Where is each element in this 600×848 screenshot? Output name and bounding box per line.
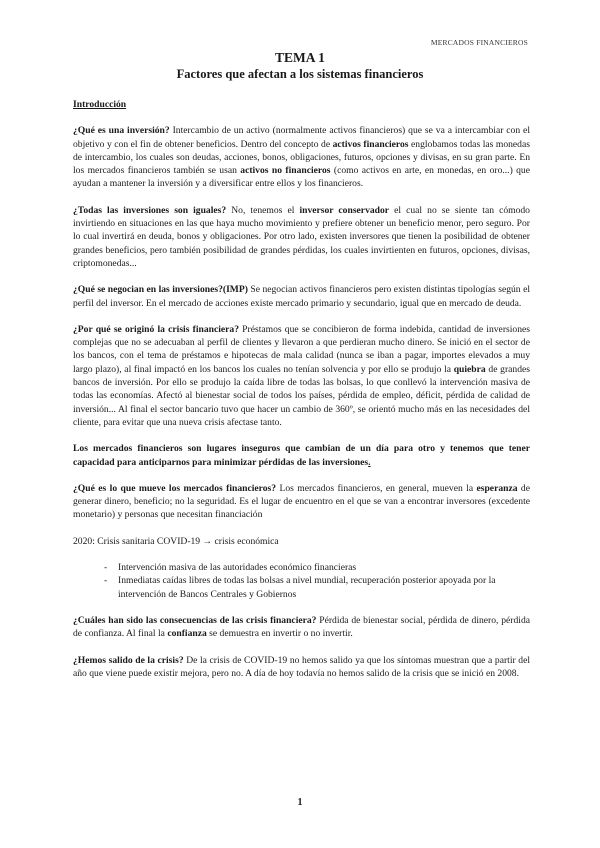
list-item: - Intervención masiva de las autoridades económico financieras	[104, 561, 530, 574]
term: activos no financieros	[240, 165, 331, 177]
text: Los mercados financieros son lugares inseguros que cambian de un día para otro y tenemos que tener capacidad para anticiparnos para minimizar pérdidas de las inversiones	[73, 443, 530, 468]
text: Pérdida de bienestar social, pérdida de dinero, pérdida de confianza. Al final la	[73, 614, 530, 640]
paragraph-crisis-financiera	[73, 323, 530, 429]
covid-list	[73, 561, 530, 601]
text: de grandes bancos de inversión. Por ello se produjo la caída libre de todas las bolsas, lo que conllevó la intervención masiva de todas las economías. Afectó al bienestar social de todos los países, pérdida de empleo, déficit, pérdida de calidad de inversión... Al final el sector bancario tuvo que hacer un cambio de 360º, se orientó mucho más en las necesidades del cliente, para evitar que una nueva crisis afectase tanto.	[73, 363, 530, 428]
text: Los mercados financieros, en general, mueven la	[276, 482, 477, 494]
term: inversor conservador	[299, 204, 390, 216]
paragraph-hemos-salido	[73, 654, 530, 681]
paragraph-consecuencias	[73, 614, 530, 641]
term: esperanza	[476, 482, 518, 494]
paragraph-que-se-negocian	[73, 283, 530, 310]
page-subtitle: Factores que afectan a los sistemas financieros	[176, 67, 424, 81]
text: englobamos todas las monedas de intercambio, los cuales son deudas, acciones, bonos, obligaciones, futuros, opciones y divisas, en su gran parte. En los mercados financieros también se usan	[73, 138, 530, 177]
page-title: TEMA 1	[275, 50, 325, 65]
text: .	[368, 456, 371, 468]
question: ¿Cuáles han sido las consecuencias de las crisis financiera?	[73, 614, 317, 626]
text: de generar dinero, beneficio; no la seguridad. Es el lugar de encuentro en el que se van a encontrar inversores (excedente monetario) y personas que necesitan financiación	[73, 482, 530, 521]
page-number: 1	[297, 797, 303, 808]
text: Intercambio de un activo (normalmente activos financieros) que se va a intercambiar con el objetivo y con el fin de obtener beneficios. Dentro del concepto de	[73, 125, 530, 150]
question: ¿Todas las inversiones son iguales?	[73, 204, 227, 216]
question: ¿Hemos salido de la crisis?	[73, 654, 184, 666]
text: No, tenemos el	[226, 204, 300, 216]
paragraph-todas-inversiones	[73, 204, 530, 270]
text: se demuestra en invertir o no invertir.	[206, 628, 353, 640]
text: (como activos en arte, en monedas, en oro...) que ayudan a mantener la inversión y a diversificar entre ellos y los financieros.	[73, 165, 530, 190]
paragraph-key-statement	[73, 442, 530, 469]
document-body	[73, 98, 530, 693]
text: el cual no se siente tan cómodo invirtiendo en situaciones en las que haya mucho movimiento y prefiere obtener un beneficio menor, pero seguro. Por lo cual invertirá en deuda, bonos y obligaciones. Por otro lado, existen inversores que tienen la posibilidad de obtener grandes beneficios, pero también posibilidad de grandes pérdidas, los cuales invirtienten en futuros, opciones, divisas, criptomonedas...	[73, 204, 530, 269]
covid-line: 2020: Crisis sanitaria COVID-19 → crisis económica	[73, 535, 279, 547]
text: Préstamos que se concibieron de forma indebida, cantidad de inversiones complejas que no se adecuaban al perfil de clientes y llevaron a que perdieran mucho dinero. Se inició en el sector de los bancos, con el tema de préstamos e hipotecas de mala calidad (nunca se iban a pagar, importes elevados a muy largo plazo), al final impactó en los bancos los cuales no tenían solvencia y por ello se produjo la	[73, 323, 530, 375]
question: ¿Qué es una inversión?	[73, 125, 170, 137]
question: ¿Qué se negocian en las inversiones?(IMP)	[73, 284, 248, 296]
paragraph-que-es-inversion	[73, 124, 530, 190]
section-heading-introduccion: Introducción	[73, 99, 127, 110]
text: Se negocian activos financieros pero existen distintas tipologías según el perfil del inversor. En el mercado de acciones existe mercado primario y secundario, igual que en mercado de deuda.	[73, 284, 530, 309]
paragraph-que-mueve-mercados	[73, 482, 530, 522]
running-header: MERCADOS FINANCIEROS	[430, 38, 528, 47]
question: ¿Qué es lo que mueve los mercados financieros?	[73, 482, 277, 494]
term: quiebra	[453, 363, 486, 375]
list-item: - Inmediatas caídas libres de todas las bolsas a nivel mundial, recuperación posterior apoyada por la intervención de Bancos Centrales y Gobiernos	[104, 574, 530, 601]
text: De la crisis de COVID-19 no hemos salido ya que los síntomas muestran que a partir del año que viene puede existir mejora, pero no. A día de hoy todavía no hemos salido de la crisis que se inició en 2008.	[73, 654, 531, 679]
term: activos financieros	[332, 138, 409, 150]
question: ¿Por qué se originó la crisis financiera?	[73, 323, 239, 335]
term: confianza	[167, 628, 207, 640]
